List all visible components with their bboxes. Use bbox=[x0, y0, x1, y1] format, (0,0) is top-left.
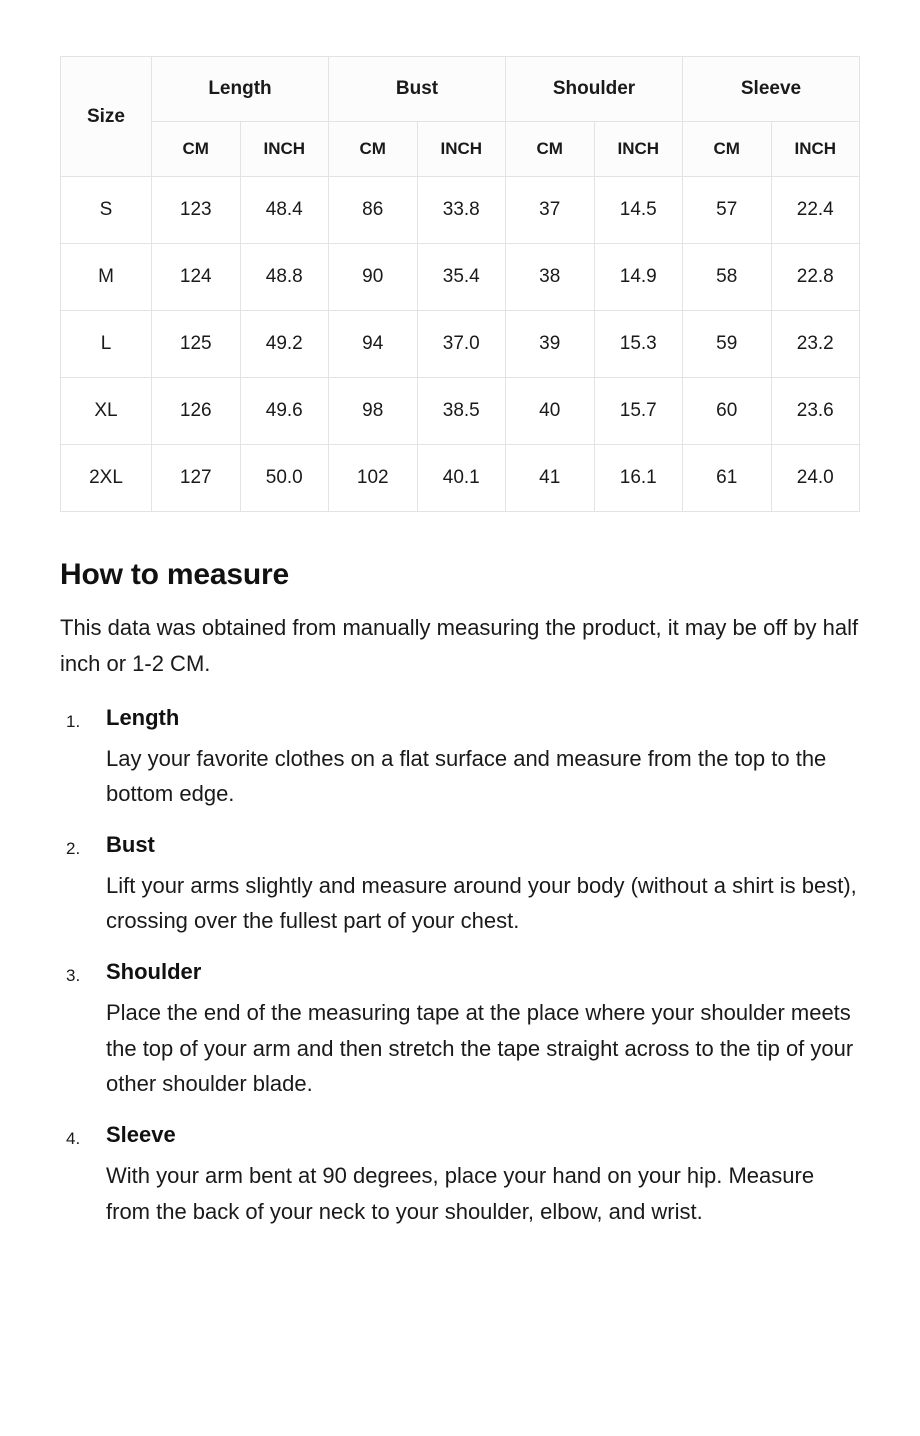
cell-length-cm: 124 bbox=[152, 244, 241, 311]
column-group-sleeve: Sleeve bbox=[683, 57, 860, 122]
cell-shoulder-inch: 14.9 bbox=[594, 244, 683, 311]
table-row bbox=[61, 177, 860, 244]
cell-length-inch: 48.4 bbox=[240, 177, 329, 244]
size-chart-head bbox=[61, 57, 860, 177]
size-chart-table bbox=[60, 56, 860, 512]
cell-sleeve-cm: 61 bbox=[683, 445, 772, 512]
cell-length-inch: 48.8 bbox=[240, 244, 329, 311]
cell-sleeve-inch: 24.0 bbox=[771, 445, 860, 512]
cell-size: S bbox=[61, 177, 152, 244]
column-group-shoulder: Shoulder bbox=[506, 57, 683, 122]
unit-header-bust-cm: CM bbox=[329, 122, 418, 177]
table-row bbox=[61, 244, 860, 311]
size-chart-body bbox=[61, 177, 860, 512]
cell-size: L bbox=[61, 311, 152, 378]
cell-size: XL bbox=[61, 378, 152, 445]
cell-shoulder-cm: 37 bbox=[506, 177, 595, 244]
cell-length-inch: 50.0 bbox=[240, 445, 329, 512]
cell-sleeve-inch: 22.4 bbox=[771, 177, 860, 244]
cell-shoulder-inch: 15.3 bbox=[594, 311, 683, 378]
cell-shoulder-cm: 39 bbox=[506, 311, 595, 378]
cell-shoulder-inch: 14.5 bbox=[594, 177, 683, 244]
unit-header-shoulder-inch: INCH bbox=[594, 122, 683, 177]
table-row bbox=[61, 311, 860, 378]
cell-sleeve-cm: 57 bbox=[683, 177, 772, 244]
step-title: Shoulder bbox=[106, 959, 202, 985]
cell-bust-cm: 98 bbox=[329, 378, 418, 445]
cell-length-inch: 49.2 bbox=[240, 311, 329, 378]
cell-length-cm: 125 bbox=[152, 311, 241, 378]
cell-sleeve-inch: 22.8 bbox=[771, 244, 860, 311]
step-body: With your arm bent at 90 degrees, place your hand on your hip. Measure from the back of your neck to your shoulder, elbow, and wrist. bbox=[106, 1162, 815, 1224]
list-item bbox=[106, 1122, 860, 1229]
cell-length-cm: 126 bbox=[152, 378, 241, 445]
step-title: Length bbox=[106, 704, 180, 730]
size-chart-unit-row bbox=[61, 122, 860, 177]
unit-header-sleeve-inch: INCH bbox=[771, 122, 860, 177]
cell-bust-inch: 33.8 bbox=[417, 177, 506, 244]
cell-shoulder-cm: 41 bbox=[506, 445, 595, 512]
cell-bust-cm: 94 bbox=[329, 311, 418, 378]
cell-bust-cm: 90 bbox=[329, 244, 418, 311]
cell-shoulder-cm: 38 bbox=[506, 244, 595, 311]
cell-length-cm: 123 bbox=[152, 177, 241, 244]
cell-sleeve-cm: 59 bbox=[683, 311, 772, 378]
list-item bbox=[106, 705, 860, 812]
step-body: Place the end of the measuring tape at the place where your shoulder meets the top of your arm and then stretch the tape straight across to the tip of your other shoulder blade. bbox=[106, 1000, 854, 1097]
cell-sleeve-cm: 60 bbox=[683, 378, 772, 445]
unit-header-length-cm: CM bbox=[152, 122, 241, 177]
step-body: Lift your arms slightly and measure around your body (without a shirt is best), crossing over the fullest part of your chest. bbox=[106, 872, 857, 934]
intro-text: This data was obtained from manually measuring the product, it may be off by half inch or 1-2 CM. bbox=[60, 615, 859, 677]
column-group-bust: Bust bbox=[329, 57, 506, 122]
column-group-length: Length bbox=[152, 57, 329, 122]
column-header-size: Size bbox=[61, 57, 152, 177]
cell-sleeve-cm: 58 bbox=[683, 244, 772, 311]
cell-bust-cm: 102 bbox=[329, 445, 418, 512]
cell-size: 2XL bbox=[61, 445, 152, 512]
cell-bust-inch: 38.5 bbox=[417, 378, 506, 445]
cell-shoulder-cm: 40 bbox=[506, 378, 595, 445]
table-row bbox=[61, 378, 860, 445]
measure-steps-list bbox=[60, 705, 860, 1230]
cell-shoulder-inch: 15.7 bbox=[594, 378, 683, 445]
unit-header-shoulder-cm: CM bbox=[506, 122, 595, 177]
cell-bust-cm: 86 bbox=[329, 177, 418, 244]
unit-header-length-inch: INCH bbox=[240, 122, 329, 177]
list-item bbox=[106, 959, 860, 1102]
cell-length-cm: 127 bbox=[152, 445, 241, 512]
cell-sleeve-inch: 23.2 bbox=[771, 311, 860, 378]
table-row bbox=[61, 445, 860, 512]
step-body: Lay your favorite clothes on a flat surface and measure from the top to the bottom edge. bbox=[106, 745, 827, 807]
cell-length-inch: 49.6 bbox=[240, 378, 329, 445]
unit-header-sleeve-cm: CM bbox=[683, 122, 772, 177]
list-item bbox=[106, 832, 860, 939]
cell-bust-inch: 37.0 bbox=[417, 311, 506, 378]
unit-header-bust-inch: INCH bbox=[417, 122, 506, 177]
cell-size: M bbox=[61, 244, 152, 311]
page-title: How to measure bbox=[60, 558, 289, 591]
step-title: Sleeve bbox=[106, 1121, 176, 1147]
cell-bust-inch: 40.1 bbox=[417, 445, 506, 512]
cell-shoulder-inch: 16.1 bbox=[594, 445, 683, 512]
size-chart-group-row bbox=[61, 57, 860, 122]
step-title: Bust bbox=[106, 831, 155, 857]
cell-bust-inch: 35.4 bbox=[417, 244, 506, 311]
cell-sleeve-inch: 23.6 bbox=[771, 378, 860, 445]
